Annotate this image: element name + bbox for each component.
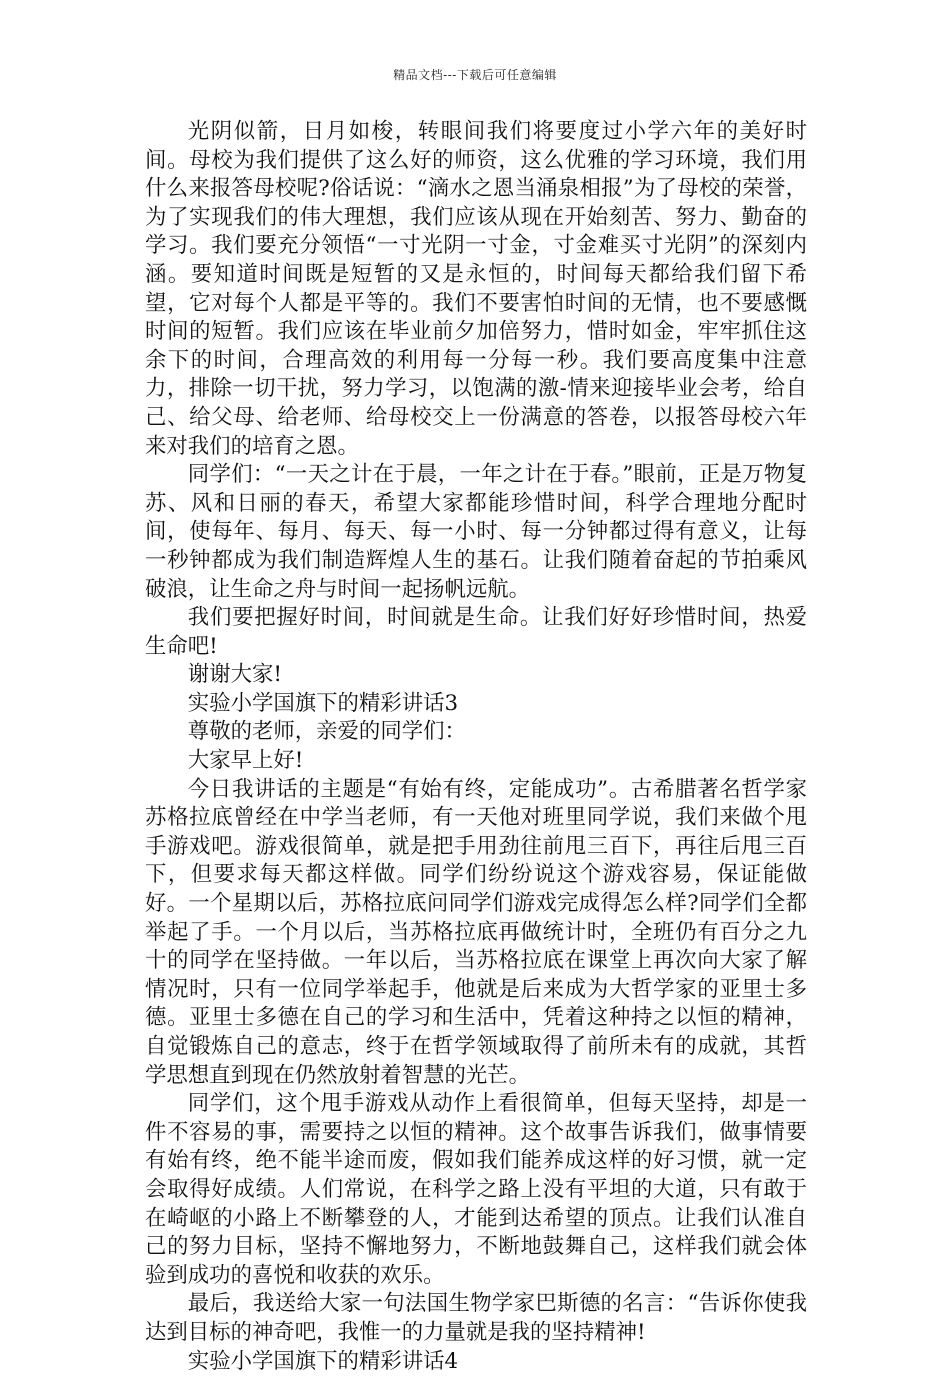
paragraph-socrates-story: 今日我讲话的主题是“有始有终，定能成功”。古希腊著名哲学家苏格拉底曾经在中学当老师，有一天他对班里同学说，我们来做个甩手游戏吧。游戏很简单，就是把手用劲往前甩三百下，再往后甩三百下，但要求每天都这样做。同学们纷纷说这个游戏容易，保证能做好。一个星期以后，苏格拉底问同学们游戏完成得怎么样?同学们全都举起了手。一个月以后，当苏格拉底再做统计时，全班仍有百分之九十的同学在坚持做。一年以后，当苏格拉底在课堂上再次向大家了解情况时，只有一位同学举起手，他就是后来成为大哲学家的亚里士多德。亚里士多德在自己的学习和生活中，凭着这种持之以恒的精神，自觉锻炼自己的意志，终于在哲学领域取得了前所未有的成就，其哲学思想直到现在仍然放射着智慧的光芒。 <box>145 776 807 1088</box>
section-heading-speech-3: 实验小学国旗下的精彩讲话3 <box>187 690 459 716</box>
section-heading-speech-4: 实验小学国旗下的精彩讲话4 <box>187 1348 459 1374</box>
paragraph-salutation: 尊敬的老师，亲爱的同学们： <box>187 719 466 745</box>
paragraph-love-life: 我们要把握好时间，时间就是生命。让我们好好珍惜时间，热爱生命吧! <box>145 605 807 659</box>
page-header: 精品文档---下载后可任意编辑 <box>393 68 557 82</box>
paragraph-thanks: 谢谢大家! <box>187 662 282 688</box>
document-body <box>145 118 807 1376</box>
paragraph-greeting: 大家早上好! <box>187 748 304 774</box>
paragraph-time-cherish: 光阴似箭，日月如梭，转眼间我们将要度过小学六年的美好时间。母校为我们提供了这么好的师资，这么优雅的学习环境，我们用什么来报答母校呢?俗话说：“滴水之恩当涌泉相报”为了母校的荣誉，为了实现我们的伟大理想，我们应该从现在开始刻苦、努力、勤奋的学习。我们要充分领悟“一寸光阴一寸金，寸金难买寸光阴”的深刻内涵。要知道时间既是短暂的又是永恒的，时间每天都给我们留下希望，它对每个人都是平等的。我们不要害怕时间的无情，也不要感慨时间的短暂。我们应该在毕业前夕加倍努力，惜时如金，牢牢抓住这余下的时间，合理高效的利用每一分每一秒。我们要高度集中注意力，排除一切干扰，努力学习，以饱满的激-情来迎接毕业会考，给自己、给父母、给老师、给母校交上一份满意的答卷，以报答母校六年来对我们的培育之恩。 <box>145 119 807 459</box>
paragraph-perseverance: 同学们，这个甩手游戏从动作上看很简单，但每天坚持，却是一件不容易的事，需要持之以恒的精神。这个故事告诉我们，做事情要有始有终，绝不能半途而废，假如我们能养成这样的好习惯，就一定会取得好成绩。人们常说，在科学之路上没有平坦的大道，只有敢于在崎岖的小路上不断攀登的人，才能到达希望的顶点。让我们认准自己的努力目标，坚持不懈地努力，不断地鼓舞自己，这样我们就会体验到成功的喜悦和收获的欢乐。 <box>145 1091 807 1288</box>
paragraph-morning-spring: 同学们：“一天之计在于晨，一年之计在于春。”眼前，正是万物复苏、风和日丽的春天，希望大家都能珍惜时间，科学合理地分配时间，使每年、每月、每天、每一小时、每一分钟都过得有意义，让每一秒钟都成为我们制造辉煌人生的基石。让我们随着奋起的节拍乘风破浪，让生命之舟与时间一起扬帆远航。 <box>145 462 807 602</box>
paragraph-pasteur-quote: 最后，我送给大家一句法国生物学家巴斯德的名言：“告诉你使我达到目标的神奇吧，我惟一的力量就是我的坚持精神! <box>145 1291 807 1345</box>
